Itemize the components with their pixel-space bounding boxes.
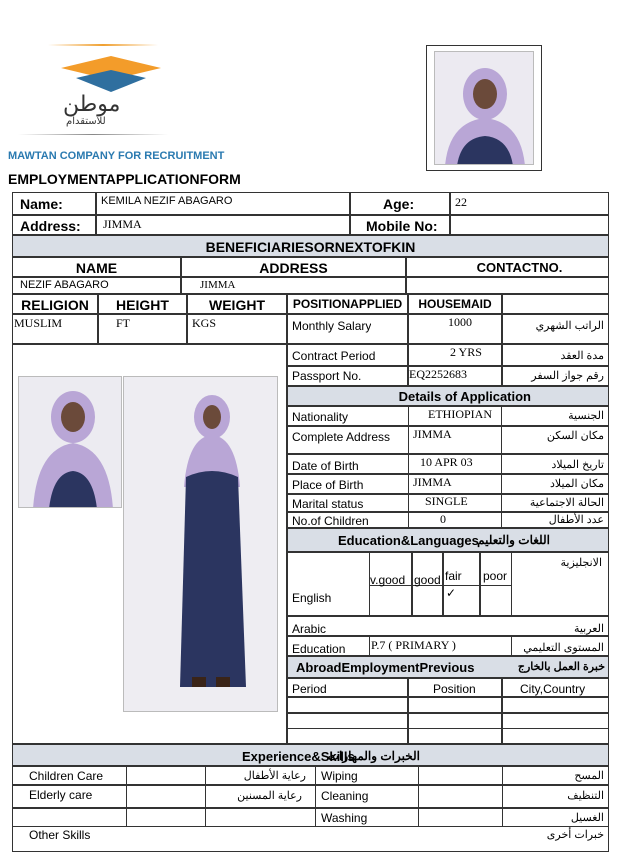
abroad-period-label: Period — [292, 682, 327, 696]
passport-photo-frame — [426, 45, 542, 171]
washing-ar: الغسيل — [570, 812, 604, 824]
lang-col-vgood-label: v.good — [370, 573, 406, 587]
complete-address-ar: مكان السكن — [546, 430, 604, 442]
logo-top-line — [48, 44, 158, 46]
mobile-label: Mobile No: — [366, 218, 438, 234]
weight-label: WEIGHT — [209, 297, 265, 313]
skills-title-ar: الخبرات والمهارات — [327, 749, 420, 763]
other-skills-ar: خبرات أخرى — [546, 829, 604, 841]
abroad-empty-row — [287, 713, 609, 729]
wiping-ar: المسح — [574, 770, 604, 782]
beneficiary-contact-header: CONTACTNO. — [476, 260, 563, 275]
name-label: Name: — [20, 196, 63, 212]
logo-emblem-icon — [56, 56, 166, 96]
position-empty-cell — [502, 294, 609, 314]
abroad-title: AbroadEmploymentPrevious — [296, 660, 475, 675]
name-value: KEMILA NEZIF ABAGARO — [101, 195, 233, 207]
logo-bottom-line — [18, 134, 168, 135]
logo-arabic-text: موطن — [63, 92, 121, 117]
contract-label: Contract Period — [292, 349, 376, 363]
complete-address-value: JIMMA — [413, 427, 452, 441]
arabic-label: Arabic — [292, 622, 327, 636]
religion-value: MUSLIM — [14, 316, 63, 330]
cleaning-ar: التنظيف — [567, 790, 604, 802]
education-label: Education — [292, 642, 346, 656]
details-title: Details of Application — [398, 389, 531, 404]
english-label: English — [292, 591, 332, 605]
nationality-ar: الجنسية — [568, 410, 604, 422]
height-label: HEIGHT — [116, 297, 169, 313]
passport-label: Passport No. — [292, 369, 362, 383]
weight-value: KGS — [192, 316, 217, 330]
passport-ar: رقم جواز السفر — [531, 370, 604, 382]
religion-label: RELIGION — [21, 297, 89, 313]
address-label: Address: — [20, 218, 81, 234]
nationality-value: ETHIOPIAN — [428, 407, 492, 421]
height-value-cell — [98, 314, 187, 344]
position-label: POSITIONAPPLIED — [292, 297, 403, 311]
skills-col-divider — [418, 766, 419, 827]
person-icon — [19, 377, 122, 508]
mobile-value-cell — [450, 215, 609, 235]
abroad-city-label: City,Country — [520, 682, 586, 696]
skills-title: Experience&Skills — [242, 749, 355, 764]
children-care-label: Children Care — [29, 769, 104, 783]
education-value: P.7 ( PRIMARY ) — [371, 638, 456, 652]
pob-ar: مكان الميلاد — [549, 478, 604, 490]
marital-value: SINGLE — [425, 494, 468, 508]
elderly-care-label: Elderly care — [29, 788, 93, 802]
salary-label: Monthly Salary — [292, 319, 372, 333]
company-logo — [18, 40, 168, 140]
abroad-position-label: Position — [433, 682, 476, 696]
age-value: 22 — [455, 195, 467, 209]
address-value: JIMMA — [103, 217, 142, 231]
dob-value: 10 APR 03 — [420, 455, 473, 469]
half-body-photo — [18, 376, 122, 508]
form-title: EMPLOYMENTAPPLICATIONFORM — [8, 171, 241, 187]
height-value: FT — [116, 316, 131, 330]
children-label: No.of Children — [292, 514, 369, 528]
english-fair-check: ✓ — [446, 586, 457, 600]
nationality-label: Nationality — [292, 410, 349, 424]
beneficiary-address-header: ADDRESS — [259, 260, 328, 276]
detail-row-value-divider — [408, 512, 502, 528]
english-ar: الانجليزية — [560, 557, 602, 569]
wiping-label: Wiping — [321, 769, 358, 783]
children-care-ar: رعاية الأطفال — [243, 770, 306, 782]
children-value: 0 — [440, 512, 446, 526]
passport-value: EQ2252683 — [409, 367, 467, 381]
lang-col-fair-label: fair — [445, 569, 462, 583]
skills-col-divider — [315, 766, 316, 827]
beneficiary-address-value: JIMMA — [200, 279, 236, 291]
lang-col-good-label: good — [414, 573, 441, 587]
cleaning-label: Cleaning — [321, 789, 369, 803]
children-ar: عدد الأطفال — [548, 514, 604, 526]
salary-value: 1000 — [448, 315, 472, 329]
beneficiary-name-header: NAME — [75, 260, 118, 276]
contract-value: 2 YRS — [450, 345, 482, 359]
age-label: Age: — [383, 196, 415, 212]
education-title: Education&Languages — [338, 533, 479, 548]
pob-label: Place of Birth — [292, 478, 364, 492]
arabic-ar: العربية — [573, 623, 604, 635]
lang-col-poor-label: poor — [483, 569, 508, 583]
age-value-cell — [450, 192, 609, 215]
washing-label: Washing — [321, 811, 368, 825]
person-icon — [124, 377, 278, 712]
other-skills-label: Other Skills — [29, 828, 91, 842]
skills-col-divider — [502, 766, 503, 827]
marital-ar: الحالة الاجتماعية — [529, 497, 604, 509]
abroad-title-ar: خبرة العمل بالخارج — [517, 661, 605, 673]
abroad-empty-row — [287, 697, 609, 713]
passport-photo — [434, 51, 534, 165]
education-title-ar: اللغات والتعليم — [477, 533, 550, 547]
beneficiary-name-value: NEZIF ABAGARO — [20, 279, 109, 291]
contract-ar: مدة العقد — [560, 350, 604, 362]
marital-label: Marital status — [292, 497, 364, 511]
dob-label: Date of Birth — [292, 459, 359, 473]
pob-value: JIMMA — [413, 475, 452, 489]
skills-col-divider — [126, 766, 127, 827]
beneficiary-contact-value-cell — [406, 277, 609, 294]
dob-ar: تاريخ الميلاد — [551, 459, 604, 471]
complete-address-label: Complete Address — [292, 430, 391, 444]
person-icon — [435, 52, 534, 165]
company-name: MAWTAN COMPANY FOR RECRUITMENT — [8, 150, 225, 162]
logo-arabic-subtext: للاستقدام — [66, 116, 106, 127]
position-value: HOUSEMAID — [418, 297, 492, 311]
beneficiary-title: BENEFICIARIESORNEXTOFKIN — [205, 239, 416, 255]
full-body-photo — [123, 376, 278, 712]
elderly-care-ar: رعاية المسنين — [237, 790, 302, 802]
salary-ar: الراتب الشهري — [535, 320, 604, 332]
education-ar: المستوى التعليمي — [523, 642, 604, 654]
